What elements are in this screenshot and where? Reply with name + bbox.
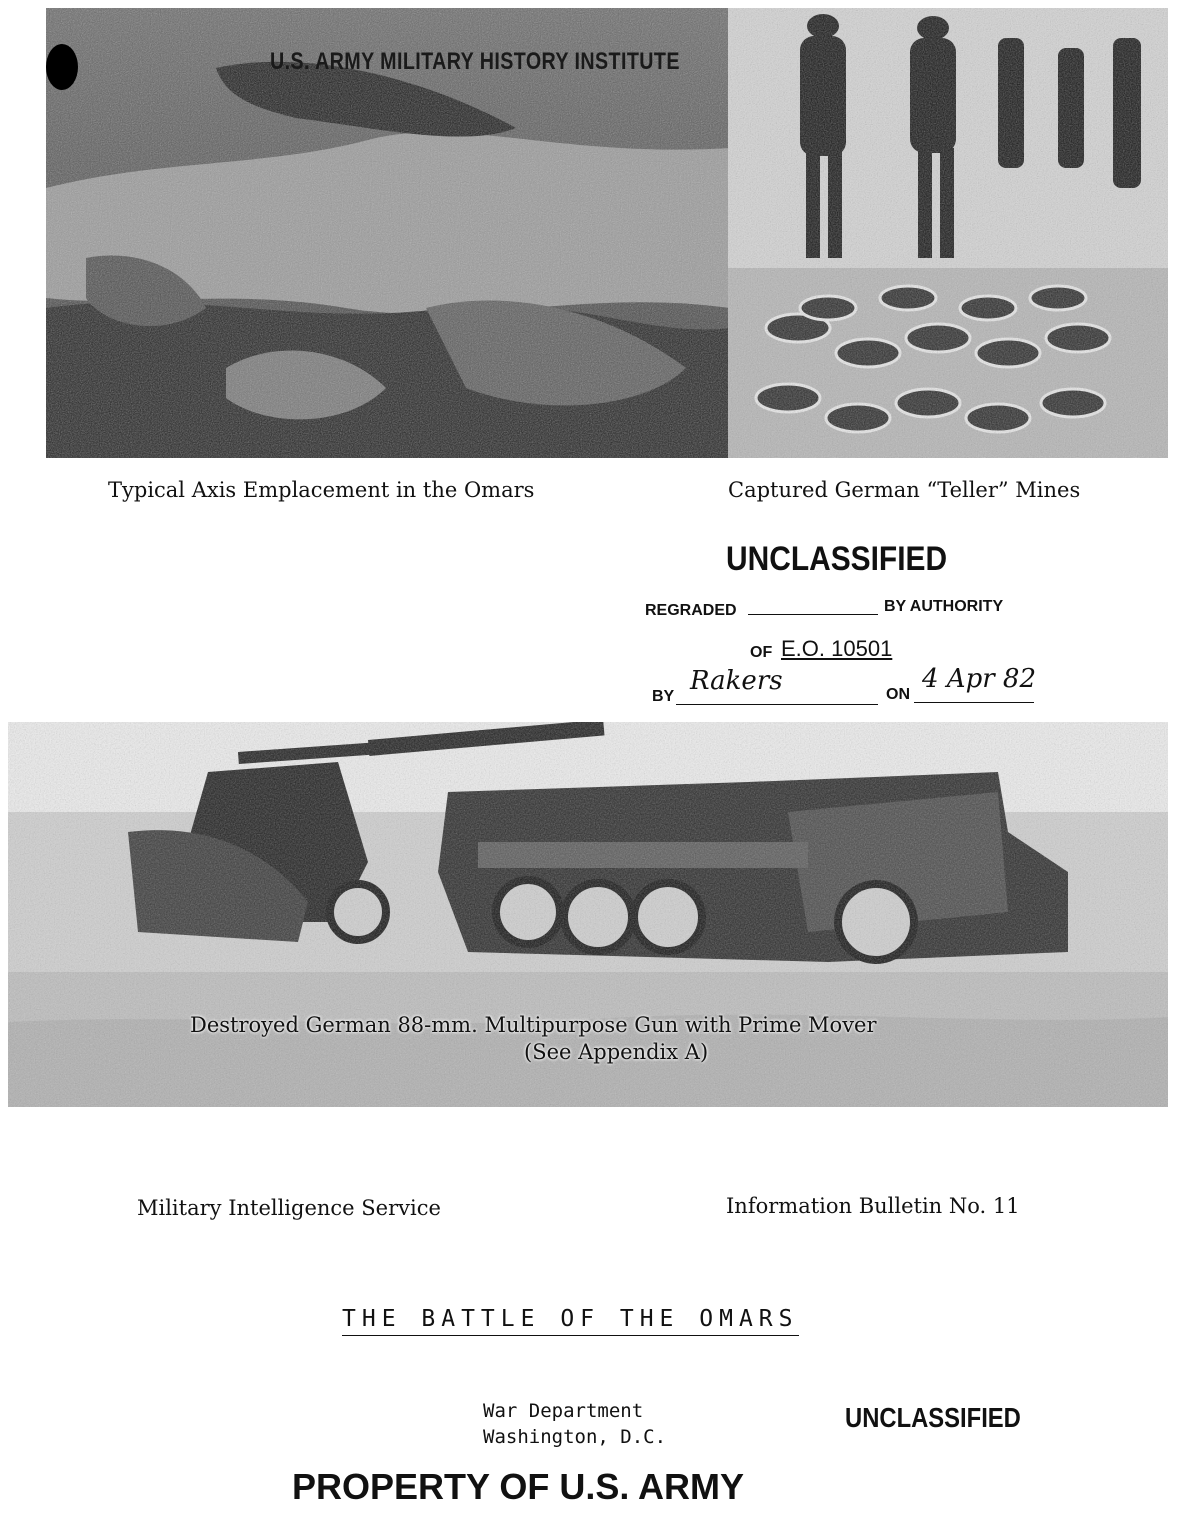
on-date: 4 Apr 82 [922, 664, 1037, 694]
property-stamp: PROPERTY OF U.S. ARMY [292, 1466, 745, 1507]
document-title: THE BATTLE OF THE OMARS [342, 1306, 799, 1336]
regrade-classification: UNCLASSIFIED [726, 540, 948, 578]
of-label: OF [750, 644, 773, 661]
bottom-classification: UNCLASSIFIED [845, 1402, 1021, 1433]
regraded-blank [748, 614, 878, 615]
address [483, 1398, 666, 1450]
address-line2: Washington, D.C. [483, 1426, 667, 1448]
regraded-label: REGRADED [645, 602, 737, 619]
by-signature: Rakers [690, 666, 783, 696]
archive-watermark: U.S. ARMY MILITARY HISTORY INSTITUTE [270, 48, 680, 75]
by-label: BY [652, 688, 675, 705]
address-line1: War Department [483, 1400, 644, 1422]
mines-photo [728, 8, 1168, 458]
mines-caption: Captured German “Teller” Mines [728, 478, 1081, 502]
bulletin-number: Information Bulletin No. 11 [726, 1194, 1020, 1218]
authority-value: E.O. 10501 [781, 636, 893, 661]
on-line [914, 702, 1034, 703]
on-label: ON [886, 686, 910, 703]
gun-caption-line1: Destroyed German 88-mm. Multipurpose Gun with Prime Mover [190, 1013, 877, 1037]
by-authority-label: BY AUTHORITY [884, 598, 1004, 615]
gun-caption-line2: (See Appendix A) [524, 1040, 709, 1064]
emplacement-caption: Typical Axis Emplacement in the Omars [108, 478, 535, 502]
punch-hole [46, 44, 78, 90]
issuer: Military Intelligence Service [137, 1196, 441, 1220]
by-line [676, 704, 878, 705]
